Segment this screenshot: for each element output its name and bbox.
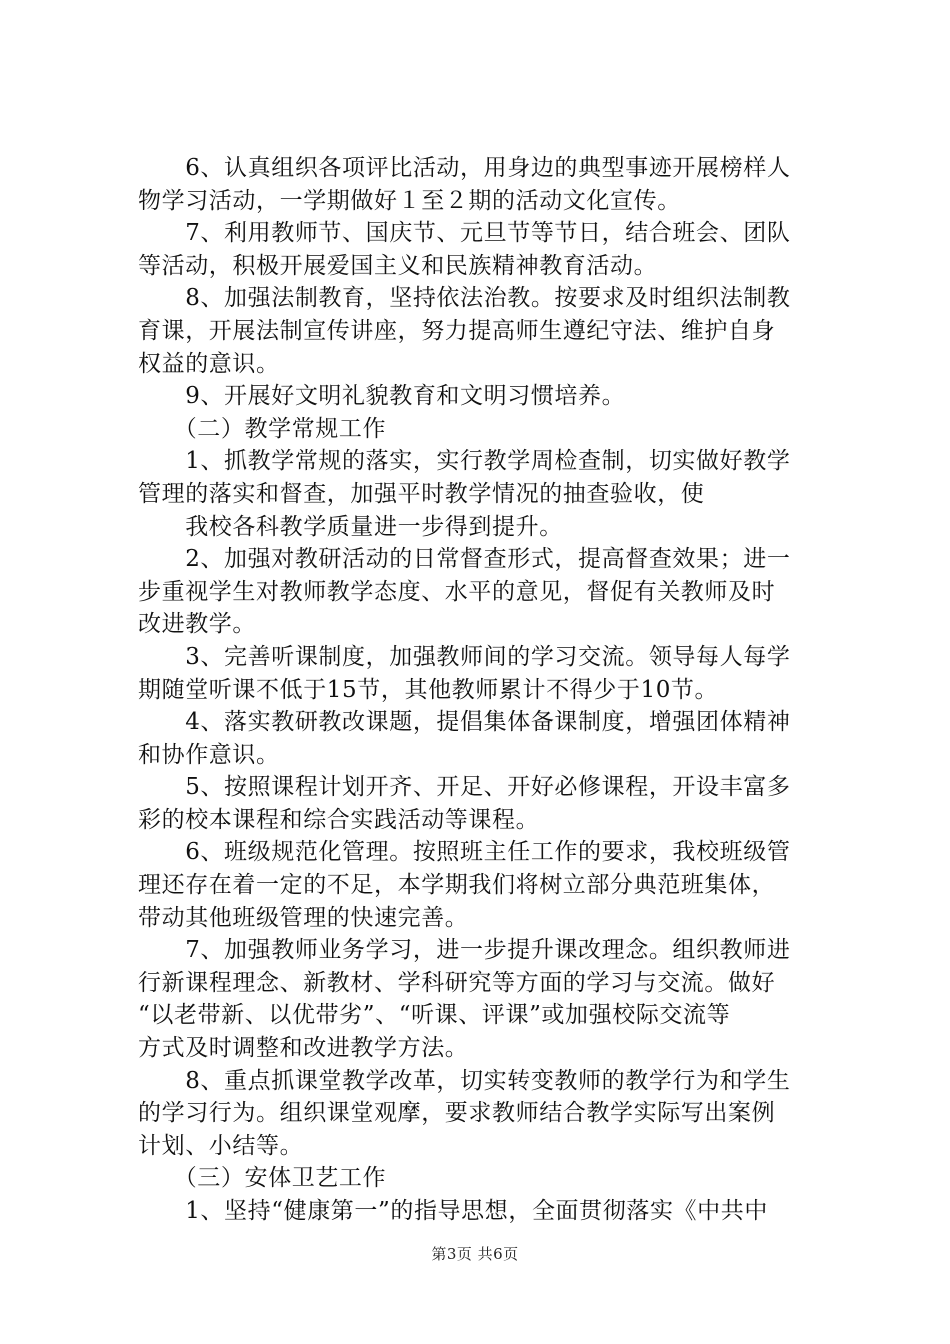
text-line: 6、认真组织各项评比活动，用身边的典型事迹开展榜样人	[138, 155, 791, 181]
text-line: 我校各科教学质量进一步得到提升。	[138, 513, 563, 540]
section-heading: （三）安体卫艺工作	[138, 1165, 387, 1192]
text-line: 7、利用教师节、国庆节、元旦节等节日，结合班会、团队	[138, 220, 791, 247]
text-line: 1、抓教学常规的落实，实行教学周检查制，切实做好教学	[138, 448, 791, 475]
text-line: 3、完善听课制度，加强教师间的学习交流。领导每人每学	[138, 643, 791, 670]
text-line: “以老带新、以优带劣”、“听课、评课”或加强校际交流等	[138, 1002, 731, 1029]
text-line: 1、坚持“健康第一”的指导思想，全面贯彻落实《中共中	[138, 1198, 768, 1224]
text-line: 7、加强教师业务学习，进一步提升课改理念。组织教师进	[138, 937, 791, 964]
text-line: 育课，开展法制宣传讲座，努力提高师生遵纪守法、维护自身	[138, 317, 776, 344]
text-line: 9、开展好文明礼貌教育和文明习惯培养。	[138, 383, 626, 410]
text-line: 4、落实教研教改课题，提倡集体备课制度，增强团体精神	[138, 709, 791, 736]
text-line: 彩的校本课程和综合实践活动等课程。	[138, 806, 540, 833]
text-line: 改进教学。	[138, 611, 256, 638]
text-line: 2、加强对教研活动的日常督查形式，提高督查效果；进一	[138, 546, 791, 573]
text-line: 8、加强法制教育，坚持依法治教。按要求及时组织法制教	[138, 285, 791, 312]
text-line: 物学习活动，一学期做好１至２期的活动文化宣传。	[138, 187, 681, 214]
text-line: 和协作意识。	[138, 741, 280, 768]
text-line: 带动其他班级管理的快速完善。	[138, 904, 469, 931]
document-body	[138, 152, 838, 1228]
section-heading: （二）教学常规工作	[138, 415, 387, 442]
text-line: 6、班级规范化管理。按照班主任工作的要求，我校班级管	[138, 839, 791, 866]
text-line: 权益的意识。	[138, 350, 280, 377]
text-line: 方式及时调整和改进教学方法。	[138, 1035, 469, 1062]
text-line: 的学习行为。组织课堂观摩，要求教师结合教学实际写出案例	[138, 1100, 776, 1127]
text-line: 步重视学生对教师教学态度、水平的意见，督促有关教师及时	[138, 578, 776, 605]
page-number-footer: 第3页 共6页	[431, 1245, 519, 1263]
text-line: 理还存在着一定的不足，本学期我们将树立部分典范班集体，	[138, 872, 776, 899]
text-line: 行新课程理念、新教材、学科研究等方面的学习与交流。做好	[138, 969, 776, 996]
text-line: 8、重点抓课堂教学改革，切实转变教师的教学行为和学生	[138, 1067, 791, 1094]
text-line: 5、按照课程计划开齐、开足、开好必修课程，开设丰富多	[138, 774, 791, 801]
text-line: 计划、小结等。	[138, 1132, 304, 1159]
text-line: 管理的落实和督查，加强平时教学情况的抽查验收，使	[138, 480, 705, 507]
text-line: 等活动，积极开展爱国主义和民族精神教育活动。	[138, 252, 658, 279]
text-line: 期随堂听课不低于15节，其他教师累计不得少于10节。	[138, 676, 719, 703]
